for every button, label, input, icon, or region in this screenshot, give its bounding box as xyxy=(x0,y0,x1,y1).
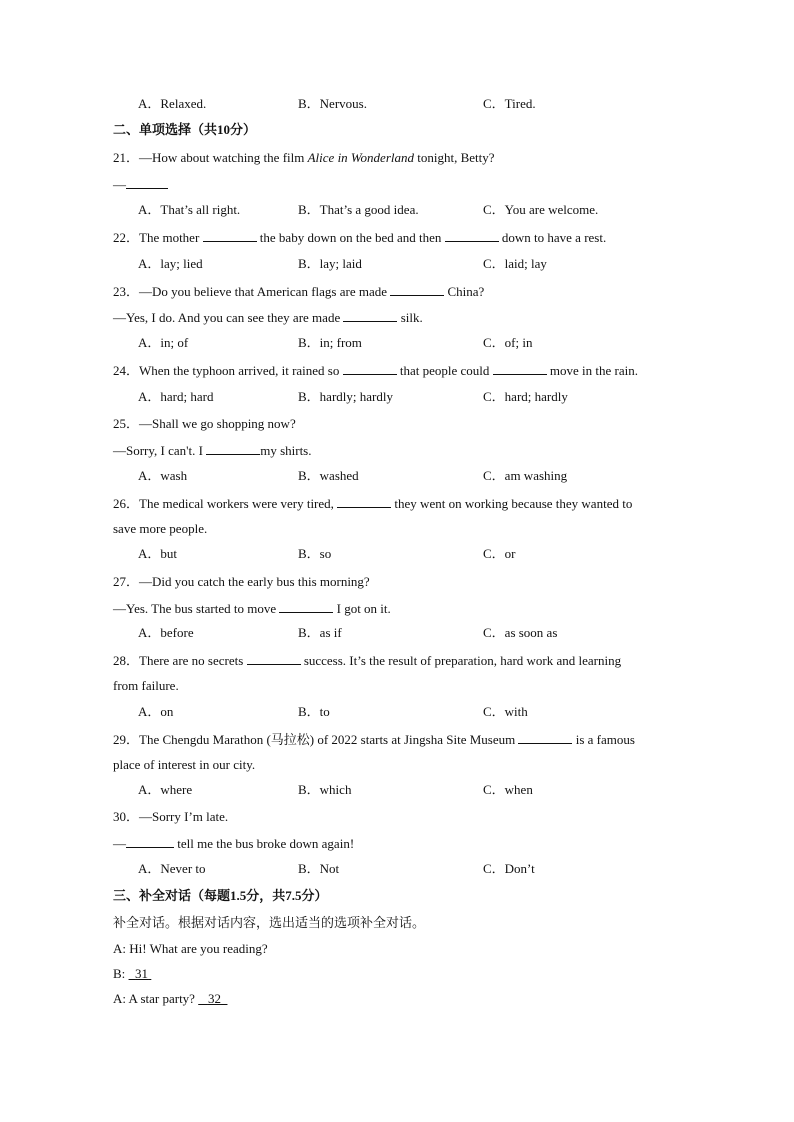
q24-blank-1 xyxy=(343,362,397,375)
q29-option-b: B．which xyxy=(298,782,352,797)
q25-option-b: B．washed xyxy=(298,468,359,483)
q24-option-a: A．hard; hard xyxy=(138,389,214,404)
q23-reply-part1: —Yes, I do. And you can see they are made xyxy=(113,310,344,325)
q29-option-a: A．where xyxy=(138,782,193,797)
q29-part2: is a famous xyxy=(572,732,635,747)
q21-post: tonight, Betty? xyxy=(414,150,495,165)
q23-reply xyxy=(113,309,423,326)
q25-stem: 25．—Shall we go shopping now? xyxy=(113,416,296,431)
q30-reply-dash: — xyxy=(113,836,126,851)
q24-part2: that people could xyxy=(396,363,493,378)
q30-option-c: C．Don’t xyxy=(483,861,535,876)
q27-option-b: B．as if xyxy=(298,625,342,640)
q25-reply-part2: my shirts. xyxy=(260,443,312,458)
q26-part2: they went on working because they wanted to xyxy=(391,496,633,511)
q28-option-a: A．on xyxy=(138,704,174,719)
q26-option-a: A．but xyxy=(138,546,178,561)
q23-part2: China? xyxy=(444,284,485,299)
dialogue-a2 xyxy=(113,991,227,1007)
q28-part2: success. It’s the result of preparation, hard work and learning xyxy=(300,653,622,668)
q20-option-c: C．Tired. xyxy=(483,96,536,111)
q22-blank-1 xyxy=(203,229,257,242)
q21-stem xyxy=(113,150,495,166)
q24-option-c: C．hard; hardly xyxy=(483,389,568,404)
q23-part1: 23．—Do you believe that American flags are made xyxy=(113,284,391,299)
q28-part1: 28．There are no secrets xyxy=(113,653,247,668)
dialogue-b1 xyxy=(113,966,151,982)
q21-blank xyxy=(126,176,168,189)
q25-reply xyxy=(113,442,312,459)
q23-blank-2 xyxy=(343,309,397,322)
q20-option-b: B．Nervous. xyxy=(298,96,367,111)
q27-stem: 27．—Did you catch the early bus this morning? xyxy=(113,574,370,589)
q23-reply-part2: silk. xyxy=(397,310,423,325)
q24-part1: 24．When the typhoon arrived, it rained so xyxy=(113,363,343,378)
q21-film-title: Alice in Wonderland xyxy=(307,150,415,165)
q21-pre: 21．—How about watching the film xyxy=(113,150,308,165)
q22-option-b: B．lay; laid xyxy=(298,256,362,271)
q28-blank xyxy=(247,652,301,665)
q21-reply xyxy=(113,176,168,193)
q29-option-c: C．when xyxy=(483,782,533,797)
q30-option-a: A．Never to xyxy=(138,861,206,876)
q26-option-c: C．or xyxy=(483,546,516,561)
dialogue-b1-label: B: xyxy=(113,966,129,981)
q23-blank-1 xyxy=(390,283,444,296)
q22-part2: the baby down on the bed and then xyxy=(256,230,445,245)
q21-option-b: B．That’s a good idea. xyxy=(298,202,419,217)
blank-31 xyxy=(129,966,152,981)
q26-blank xyxy=(337,495,391,508)
q24-stem xyxy=(113,362,638,379)
q23-option-a: A．in; of xyxy=(138,335,189,350)
q21-reply-dash: — xyxy=(113,177,126,192)
dialogue-a1: A: Hi! What are you reading? xyxy=(113,941,268,956)
q21-option-a: A．That’s all right. xyxy=(138,202,241,217)
q27-reply xyxy=(113,600,391,617)
q30-blank xyxy=(126,835,174,848)
q29-stem-line2: place of interest in our city. xyxy=(113,757,256,772)
q25-reply-part1: —Sorry, I can't. I xyxy=(113,443,207,458)
q27-blank xyxy=(279,600,333,613)
section-3-title: 三、补全对话（每题1.5分，共7.5分） xyxy=(113,888,328,903)
q26-stem xyxy=(113,495,632,512)
q22-option-a: A．lay; lied xyxy=(138,256,203,271)
q26-option-b: B．so xyxy=(298,546,332,561)
q22-option-c: C．laid; lay xyxy=(483,256,547,271)
q24-part3: move in the rain. xyxy=(546,363,638,378)
q26-stem-line2: save more people. xyxy=(113,521,208,536)
q30-reply xyxy=(113,835,354,852)
q27-option-c: C．as soon as xyxy=(483,625,558,640)
q22-part3: down to have a rest. xyxy=(498,230,607,245)
q20-option-a: A．Relaxed. xyxy=(138,96,207,111)
q24-blank-2 xyxy=(493,362,547,375)
q30-option-b: B．Not xyxy=(298,861,340,876)
q22-part1: 22．The mother xyxy=(113,230,203,245)
q29-part1: 29．The Chengdu Marathon (马拉松) of 2022 starts at Jingsha Site Museum xyxy=(113,732,519,747)
q28-stem xyxy=(113,652,621,669)
q27-reply-part2: I got on it. xyxy=(333,601,391,616)
q23-option-b: B．in; from xyxy=(298,335,362,350)
q23-option-c: C．of; in xyxy=(483,335,533,350)
blank-31-number: 31 xyxy=(135,966,149,981)
q21-option-c: C．You are welcome. xyxy=(483,202,599,217)
q25-blank xyxy=(206,442,260,455)
q25-option-a: A．wash xyxy=(138,468,188,483)
dialogue-a2-label: A: A star party? xyxy=(113,991,199,1006)
blank-32-number: 32 xyxy=(207,991,221,1006)
q30-reply-part2: tell me the bus broke down again! xyxy=(174,836,355,851)
q29-blank xyxy=(518,731,572,744)
q22-stem xyxy=(113,229,606,246)
q25-option-c: C．am washing xyxy=(483,468,568,483)
section-3-instruction: 补全对话。根据对话内容，选出适当的选项补全对话。 xyxy=(113,915,426,930)
q30-stem: 30．—Sorry I’m late. xyxy=(113,809,229,824)
q26-part1: 26．The medical workers were very tired, xyxy=(113,496,338,511)
q29-stem xyxy=(113,731,635,748)
q27-option-a: A．before xyxy=(138,625,194,640)
section-2-title: 二、单项选择（共10分） xyxy=(113,122,257,137)
blank-32 xyxy=(198,991,227,1006)
q28-stem-line2: from failure. xyxy=(113,678,179,693)
q28-option-b: B．to xyxy=(298,704,330,719)
q24-option-b: B．hardly; hardly xyxy=(298,389,393,404)
q27-reply-part1: —Yes. The bus started to move xyxy=(113,601,280,616)
q22-blank-2 xyxy=(445,229,499,242)
q28-option-c: C．with xyxy=(483,704,528,719)
q23-stem xyxy=(113,283,484,300)
